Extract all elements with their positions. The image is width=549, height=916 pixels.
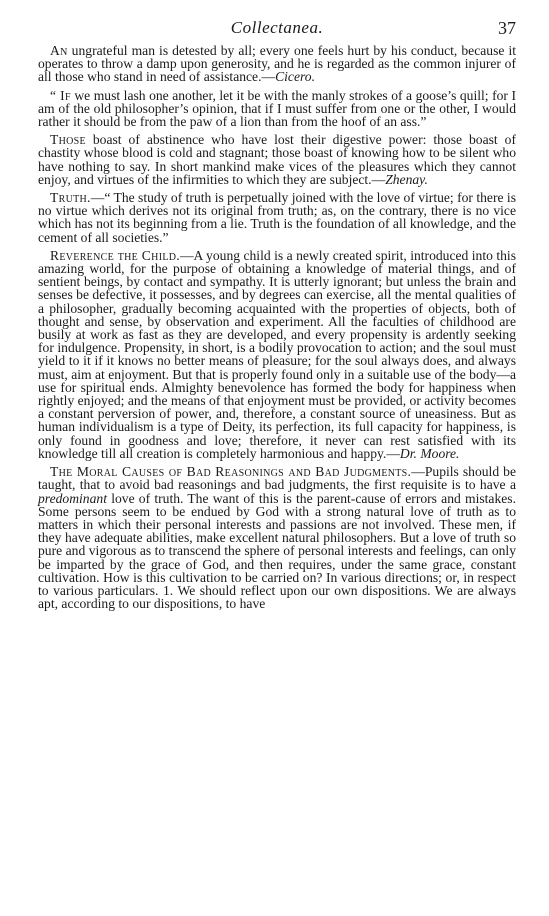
paragraph-goose-quill (38, 89, 516, 129)
paragraph-text: boast of abstinence who have lost their digestive power: those boast of chastity whose blood is cold and stagnant; those boast of knowing how to be silent who have nothing to say. In short mankind make vices of the pleasures which they cannot enjoy, and virtues of the infirmities to which they are subject.— (38, 132, 516, 187)
paragraph-abstinence (38, 133, 516, 186)
page (38, 10, 516, 615)
running-header (38, 10, 516, 44)
paragraph-text: —“ The study of truth is perpetually joined with the love of virtue; for there is no virtue which derives not its original from truth; as, on the contrary, there is no vice which has not its beginning from a lie. Truth is the foundation of all knowledge, and the cement of all societies.” (38, 190, 516, 245)
paragraph-lead: Truth. (50, 190, 91, 206)
running-title: Collectanea. (230, 18, 324, 37)
paragraph-reverence-the-child (38, 249, 516, 460)
paragraph-text-continued: love of truth. The want of this is the parent-cause of errors and mistakes. Some persons seem to be endued by God with a strong natural love of truth as to matters in which their personal interests and passions are not involved. These men, if they have adequate abilities, make excellent natural philosophers. But a love of truth so pure and vigorous as to transcend the sphere of personal interests and feelings, can only be imparted by the grace of God, and then requires, under the same grace, constant cultivation. How is this cultivation to be carried on? In various directions; or, in respect to various particulars. 1. We should reflect upon our own dispositions. We are always apt, according to our dispositions, to have (38, 490, 516, 612)
paragraph-moral-causes (38, 465, 516, 610)
paragraph-lead: Reverence the Child. (50, 247, 180, 263)
page-number: 37 (498, 18, 516, 38)
paragraph-text: —Pupils should be taught, that to avoid bad reasonings and bad judgments, the first requisite is to have a (38, 464, 516, 493)
paragraph-text: we must lash one another, let it be with the manly strokes of a goose’s quill; for I am of the old philosopher’s opinion, that if I must suffer from one or the other, I would rather it should be from the paw of a lion than from the hoof of an ass.” (38, 87, 516, 130)
paragraph-emphasis: predominant (38, 490, 107, 506)
paragraph-truth (38, 191, 516, 244)
paragraph-attribution: Zhenay. (385, 171, 428, 187)
paragraph-lead: Those (50, 132, 86, 148)
paragraph-text: —A young child is a newly created spirit, introduced into this amazing world, for the purpose of obtaining a knowledge of material things, and of sentient beings, by contact and sympathy. It is utterly ignorant; but unless the brain and senses be defective, it possesses, and by degrees can exercise, all the mental qualities of a philosopher, gradually becoming acquainted with the properties of objects, both of thought and sense, by observation and experiment. All the faculties of childhood are busily at work as fast as they are developed, and every propensity is ardently seeking for indulgence. Propensity, in short, is a bodily provocation to action; and the soul must yield to it if it knows no better means of pleasure; for the soul always does, and always must, aim at enjoyment. But that is properly found only in a suitable use of the body—a use for spiritual ends. Almighty benevolence has formed the body for happiness when rightly enjoyed; and the means of that enjoyment must be provided, or activity becomes a constant perversion of power, and, therefore, a constant source of uneasiness. But as human individualism is a type of Deity, its perfection, its full capacity for happiness, is only found in goodness and love; therefore, it never can rest satisfied with its knowledge till all creation is completely harmonious and happy.— (38, 247, 516, 461)
paragraph-text: ungrateful man is detested by all; every one feels hurt by his conduct, because it operates to throw a damp upon generosity, and he is regarded as the common injurer of all those who stand in need of assistance.— (38, 43, 516, 85)
paragraph-attribution: Cicero. (275, 69, 315, 85)
paragraph-ingratitude (38, 44, 516, 84)
paragraph-lead: “ If (50, 87, 71, 103)
paragraph-attribution: Dr. Moore. (399, 445, 460, 461)
paragraph-lead: An (50, 43, 68, 58)
paragraph-lead: The Moral Causes of Bad Reasonings and Bad Judgments. (50, 464, 412, 480)
